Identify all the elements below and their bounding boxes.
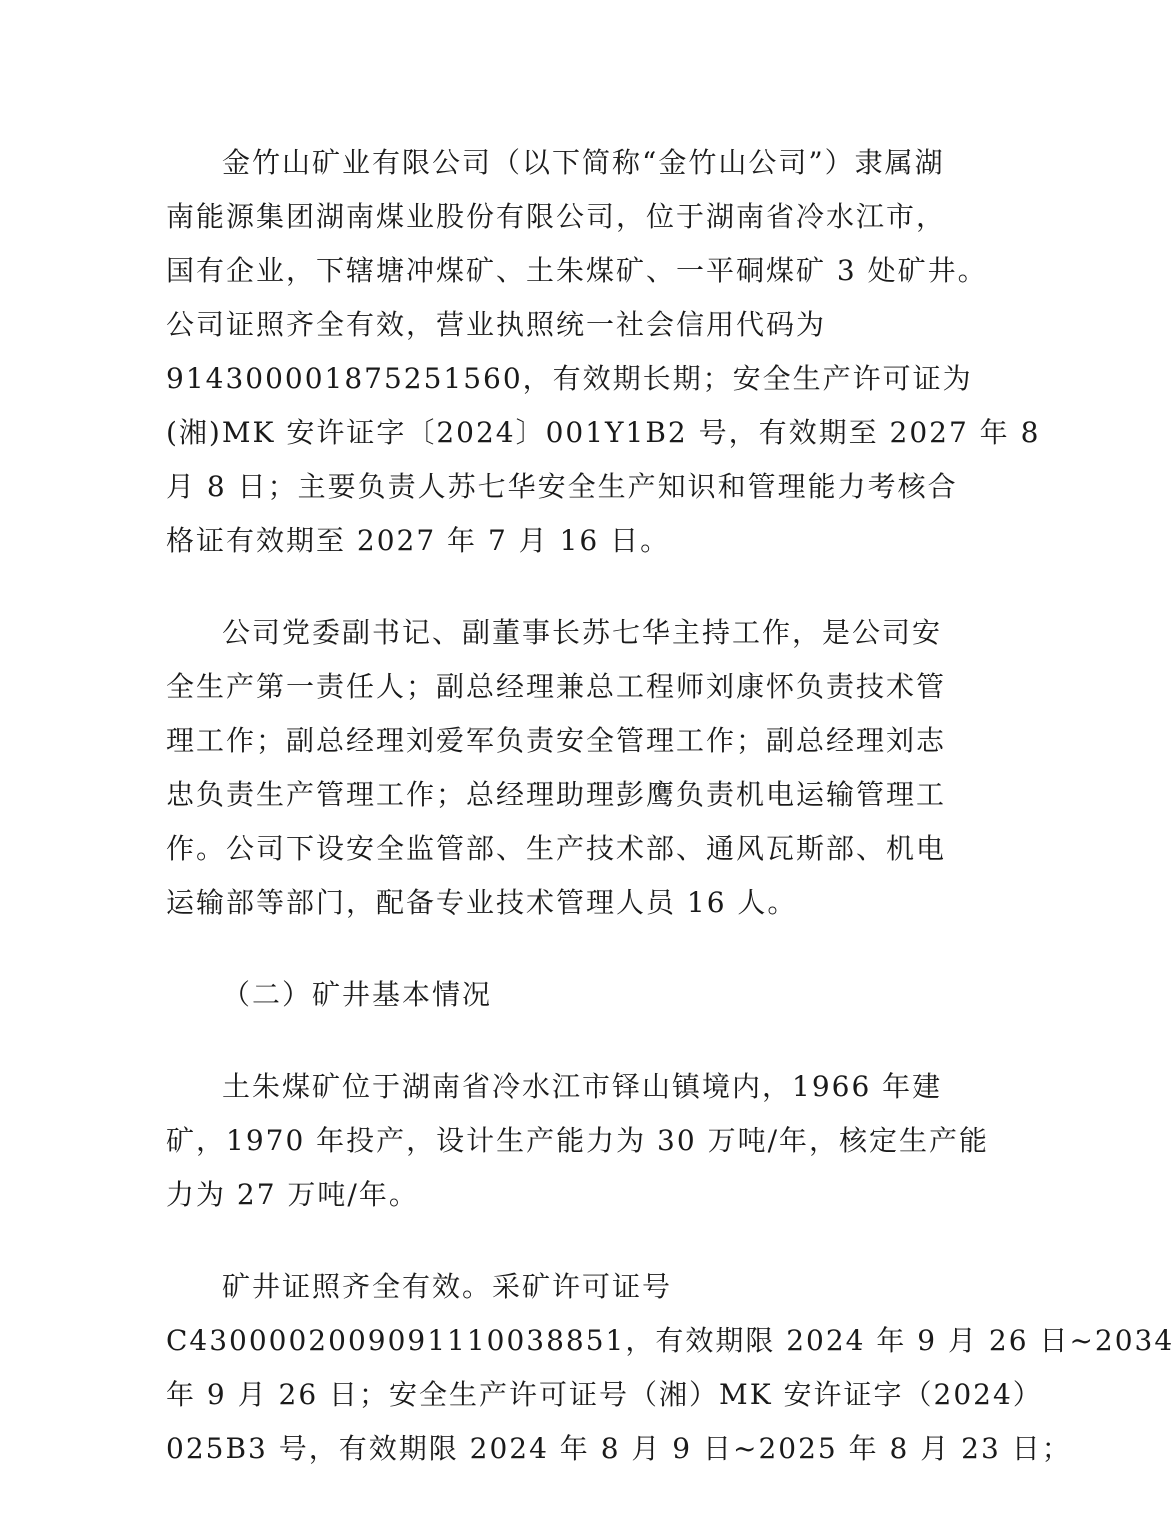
paragraph-mine-basic: [166, 1060, 990, 1222]
text-line: 理工作；副总经理刘爱军负责安全管理工作；副总经理刘志: [166, 724, 947, 757]
text-line: (湘)MK 安许证字〔2024〕001Y1B2 号，有效期至 2027 年 8: [166, 416, 1041, 449]
paragraph-company-intro: [166, 136, 1041, 568]
paragraph-gap: [166, 930, 916, 968]
text-line: 金竹山矿业有限公司（以下简称“金竹山公司”）隶属湖: [222, 146, 945, 179]
text-line: 国有企业，下辖塘冲煤矿、土朱煤矿、一平硐煤矿 3 处矿井。: [166, 254, 988, 287]
paragraph-mine-licenses: [166, 1260, 1174, 1476]
text-line: 运输部等部门，配备专业技术管理人员 16 人。: [166, 886, 798, 919]
paragraph-management: [166, 606, 947, 930]
heading-text: （二）矿井基本情况: [222, 978, 493, 1011]
text-line: 月 8 日；主要负责人苏七华安全生产知识和管理能力考核合: [166, 470, 958, 503]
document-body: [166, 136, 1174, 1476]
text-line: 全生产第一责任人；副总经理兼总工程师刘康怀负责技术管: [166, 670, 947, 703]
text-line: 忠负责生产管理工作；总经理助理彭鹰负责机电运输管理工: [166, 778, 947, 811]
text-line: 914300001875251560，有效期长期；安全生产许可证为: [166, 362, 973, 395]
paragraph-gap: [166, 1222, 916, 1260]
paragraph-gap: [166, 568, 916, 606]
text-line: 南能源集团湖南煤业股份有限公司，位于湖南省冷水江市，: [166, 200, 947, 233]
text-line: 矿井证照齐全有效。采矿许可证号: [222, 1270, 673, 1303]
paragraph-gap: [166, 1022, 916, 1060]
text-line: 025B3 号，有效期限 2024 年 8 月 9 日~2025 年 8 月 23 日；: [166, 1432, 1072, 1465]
text-line: 矿，1970 年投产，设计生产能力为 30 万吨/年，核定生产能: [166, 1124, 990, 1157]
text-line: 作。公司下设安全监管部、生产技术部、通风瓦斯部、机电: [166, 832, 947, 865]
text-line: C4300002009091110038851，有效期限 2024 年 9 月 26 日~2034: [166, 1324, 1174, 1357]
text-line: 土朱煤矿位于湖南省冷水江市铎山镇境内，1966 年建: [222, 1070, 943, 1103]
text-line: 年 9 月 26 日；安全生产许可证号（湘）MK 安许证字（2024）: [166, 1378, 1043, 1411]
text-line: 公司证照齐全有效，营业执照统一社会信用代码为: [166, 308, 827, 341]
text-line: 格证有效期至 2027 年 7 月 16 日。: [166, 524, 671, 557]
section-heading: [166, 968, 916, 1022]
text-line: 力为 27 万吨/年。: [166, 1178, 419, 1211]
text-line: 公司党委副书记、副董事长苏七华主持工作，是公司安: [222, 616, 943, 649]
